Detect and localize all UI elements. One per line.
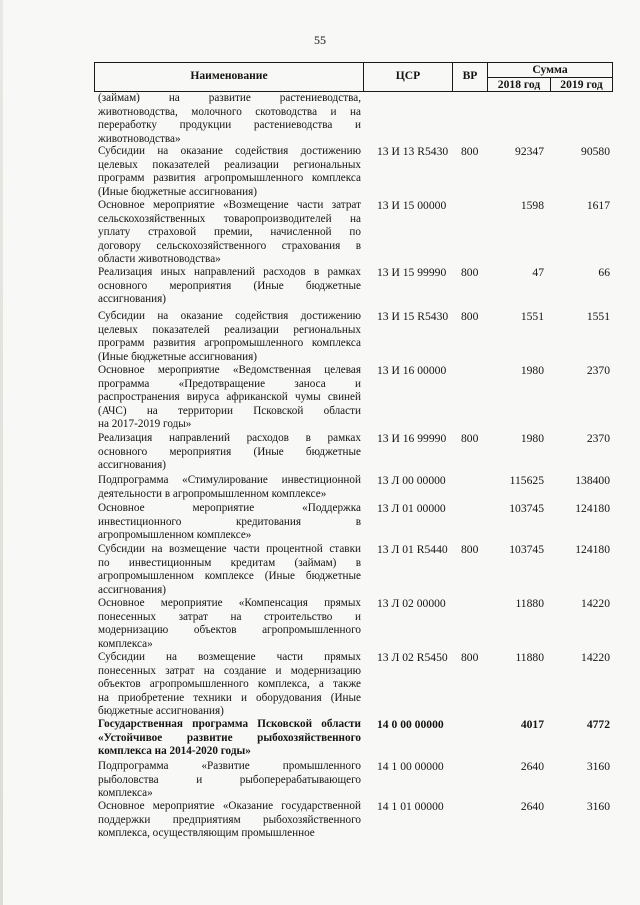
row-vr: 800	[461, 651, 479, 664]
row-name-line: Реализация иных направлений расходов в рамках	[98, 266, 361, 278]
row-sum-2019: 14220	[581, 597, 610, 610]
row-name-line: Субсидии на возмещение части прямых	[98, 651, 361, 663]
row-csr: 13 И 16 99990	[377, 432, 447, 445]
row-sum-2019: 1551	[586, 310, 610, 323]
row-sum-2018: 2640	[520, 800, 544, 813]
row-name-line: агропромышленном комплексе (Иные бюджетные	[98, 570, 361, 583]
row-sum-2019: 14220	[581, 651, 610, 664]
row-csr: 14 1 00 00000	[377, 760, 444, 773]
row-sum-2019: 1617	[586, 199, 610, 212]
row-vr: 800	[461, 432, 479, 445]
row-sum-2018: 103745	[509, 502, 544, 515]
row-sum-2019: 3160	[586, 800, 610, 813]
row-name-line: программ развития агропромышленного комплекса	[98, 172, 361, 185]
row-name-line: Основное мероприятие «Оказание государственной	[98, 800, 361, 812]
row-name-line: области животноводства»	[98, 253, 221, 266]
row-sum-2019: 3160	[586, 760, 610, 773]
row-csr: 13 И 15 00000	[377, 199, 447, 212]
row-name-line: целевых показателей реализации региональных	[98, 323, 361, 336]
row-name-line: на 2017-2019 годы»	[98, 418, 192, 431]
row-csr: 14 1 01 00000	[377, 800, 444, 813]
row-name-line: Субсидии на возмещение части процентной ставки	[98, 543, 361, 555]
row-name-line: (Иные бюджетные ассигнования)	[98, 185, 257, 198]
header-2018: 2018 год	[497, 78, 541, 91]
row-sum-2018: 1980	[520, 364, 544, 377]
row-vr: 800	[461, 145, 479, 158]
row-name-line: комплекса»	[98, 787, 153, 800]
row-name-line: Государственная программа Псковской области	[98, 718, 361, 730]
row-name-line: Субсидии на оказание содействия достижению	[98, 145, 361, 157]
row-name-line: ассигнования)	[98, 293, 166, 306]
header-csr: ЦСР	[395, 69, 421, 82]
row-sum-2018: 4017	[520, 718, 544, 731]
row-sum-2018: 103745	[509, 543, 544, 556]
row-csr: 13 И 15 R5430	[377, 310, 449, 323]
row-name-line: Субсидии на оказание содействия достижению	[98, 310, 361, 322]
header-vr: ВР	[462, 69, 478, 82]
row-name-line: ассигнования)	[98, 459, 166, 472]
row-sum-2019: 2370	[586, 432, 610, 445]
row-sum-2018: 92347	[515, 145, 544, 158]
row-name-line: Основное мероприятие «Ведомственная целевая	[98, 364, 361, 376]
row-sum-2018: 1551	[520, 310, 544, 323]
row-name-line: ассигнования)	[98, 583, 166, 596]
row-csr: 13 Л 01 R5440	[377, 543, 448, 556]
row-name-line: Основное мероприятие «Поддержка	[98, 502, 361, 514]
header-right-border	[612, 62, 613, 92]
row-name-line: Основное мероприятие «Компенсация прямых	[98, 597, 361, 609]
row-name-line: деятельности в агропромышленном комплексе»	[98, 487, 327, 500]
row-sum-2019: 138400	[575, 474, 610, 487]
row-sum-2019: 124180	[575, 543, 610, 556]
row-name-line: договору сельскохозяйственного страхования в	[98, 239, 361, 252]
row-name-line: бюджетные ассигнования)	[98, 705, 224, 718]
row-csr: 13 Л 02 00000	[377, 597, 446, 610]
row-sum-2018: 2640	[520, 760, 544, 773]
row-vr: 800	[461, 543, 479, 556]
row-name-line: Подпрограмма «Стимулирование инвестиционной	[98, 474, 361, 486]
row-sum-2019: 90580	[581, 145, 610, 158]
row-sum-2018: 1980	[520, 432, 544, 445]
row-csr: 14 0 00 00000	[377, 718, 444, 731]
row-name-line: переработку продукции растениеводства и	[98, 119, 361, 132]
page-number: 55	[314, 33, 326, 47]
row-csr: 13 И 16 00000	[377, 364, 447, 377]
row-csr: 13 Л 01 00000	[377, 502, 446, 515]
row-name-line: программа «Предотвращение заноса и	[98, 377, 361, 390]
row-name-line: агропромышленном комплексе»	[98, 529, 252, 542]
row-sum-2019: 2370	[586, 364, 610, 377]
row-name-line: объектов агропромышленного комплекса, а также	[98, 678, 361, 691]
row-csr: 13 Л 00 00000	[377, 474, 446, 487]
row-name-line: животноводства»	[98, 132, 181, 145]
header-name: Наименование	[190, 69, 268, 82]
row-name-line: животноводства, молочного скотоводства и на	[98, 105, 361, 118]
row-name-line: по инвестиционным кредитам (займам) в	[98, 556, 361, 569]
row-name-line: основного мероприятия (Иные бюджетные	[98, 279, 361, 292]
row-sum-2019: 124180	[575, 502, 610, 515]
row-sum-2018: 115625	[509, 474, 544, 487]
row-name-line: сельскохозяйственных товаропроизводителей на	[98, 212, 361, 225]
scan-edge	[0, 0, 3, 905]
row-name-line: модернизацию объектов агропромышленного	[98, 624, 361, 637]
row-sum-2019: 66	[598, 266, 610, 279]
row-name-line: Подпрограмма «Развитие промышленного	[98, 760, 361, 772]
row-name-line: комплекса на 2014-2020 годы»	[98, 745, 251, 758]
row-vr: 800	[461, 310, 479, 323]
row-name-line: Основное мероприятие «Возмещение части затрат	[98, 199, 361, 211]
row-name-line: инвестиционного кредитования в	[98, 515, 361, 528]
header-2019: 2019 год	[560, 78, 603, 91]
row-vr: 800	[461, 266, 479, 279]
row-name-line: понесенных затрат на строительство и	[98, 610, 361, 623]
row-name-line: комплекса, осуществляющим промышленное	[98, 827, 315, 840]
row-sum-2018: 47	[532, 266, 544, 279]
header-sum: Сумма	[532, 63, 568, 76]
row-name-line: на приобретение техники и оборудования (Иные	[98, 691, 361, 704]
row-csr: 13 Л 02 R5450	[377, 651, 448, 664]
row-name-line: основного мероприятия (Иные бюджетные	[98, 445, 361, 458]
row-name-line: (займам) на развитие растениеводства,	[98, 92, 361, 104]
row-name-line: рыболовства и рыбоперерабатывающего	[98, 773, 361, 786]
row-name-line: (Иные бюджетные ассигнования)	[98, 350, 257, 363]
row-sum-2019: 4772	[586, 718, 610, 731]
row-name-line: Реализация направлений расходов в рамках	[98, 432, 361, 444]
row-csr: 13 И 15 99990	[377, 266, 447, 279]
row-sum-2018: 11880	[515, 597, 544, 610]
row-name-line: (АЧС) на территории Псковской области	[98, 404, 361, 417]
row-name-line: уплату страховой премии, начисленной по	[98, 226, 361, 239]
row-name-line: «Устойчивое развитие рыбохозяйственного	[98, 731, 361, 744]
row-sum-2018: 11880	[515, 651, 544, 664]
row-name-line: программ развития агропромышленного комплекса	[98, 337, 361, 350]
row-name-line: понесенных затрат на создание и модернизацию	[98, 664, 361, 677]
row-sum-2018: 1598	[520, 199, 544, 212]
row-name-line: целевых показателей реализации региональных	[98, 158, 361, 171]
row-name-line: поддержки предприятиям рыбохозяйственного	[98, 813, 361, 826]
row-csr: 13 И 13 R5430	[377, 145, 449, 158]
row-name-line: комплекса»	[98, 637, 153, 650]
row-name-line: распространения вируса африканской чумы свиней	[98, 391, 361, 404]
